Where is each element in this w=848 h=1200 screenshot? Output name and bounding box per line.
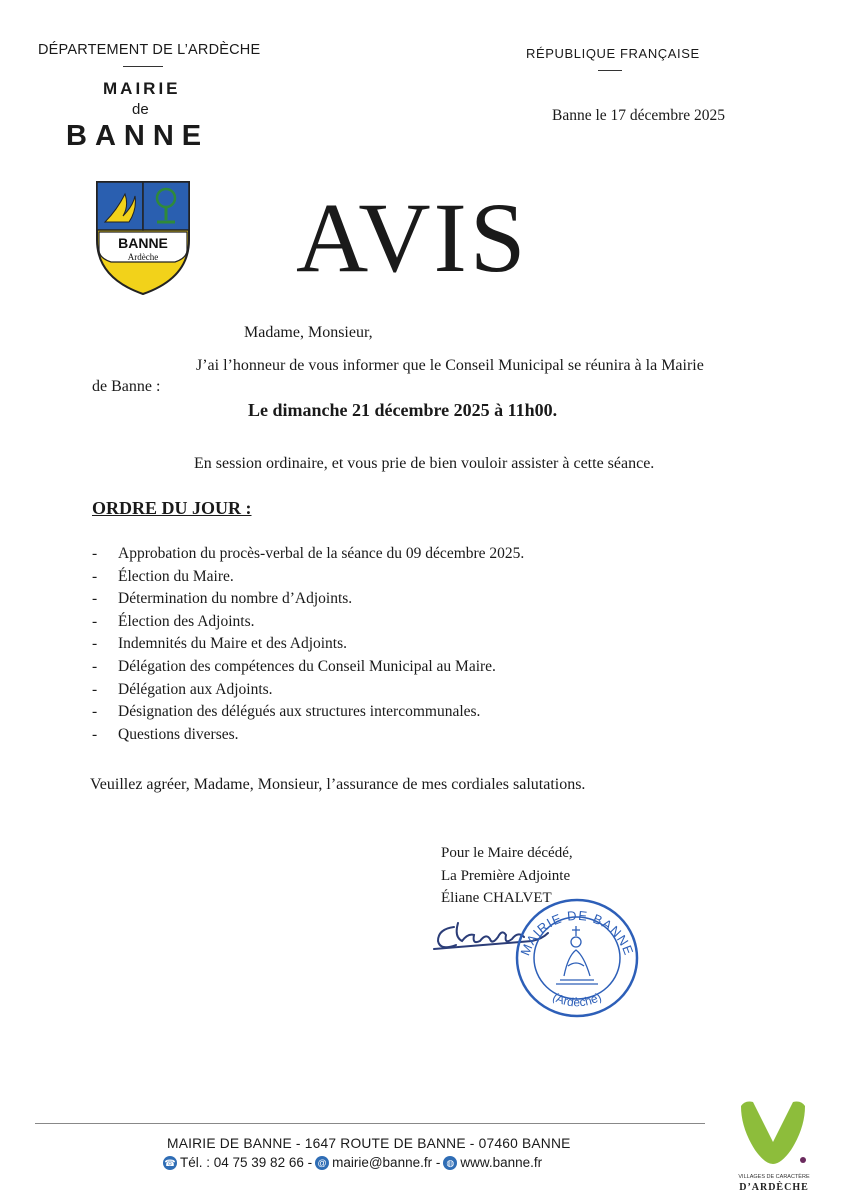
footer-address: MAIRIE DE BANNE - 1647 ROUTE DE BANNE - 07460 BANNE xyxy=(167,1136,571,1151)
logo-line-1: VILLAGES DE CARACTÈRE xyxy=(738,1174,810,1180)
logo-line-2: D’ARDÈCHE xyxy=(739,1182,809,1193)
meeting-datetime: Le dimanche 21 décembre 2025 à 11h00. xyxy=(248,400,558,420)
stamp-bottom-text: (Ardèche) xyxy=(550,989,604,1010)
villages-de-caractere-logo xyxy=(735,1098,813,1193)
bullet: - xyxy=(92,703,98,721)
footer-web[interactable]: www.banne.fr xyxy=(460,1155,543,1170)
divider xyxy=(123,66,163,67)
footer-contact xyxy=(163,1155,542,1170)
agenda-item: Approbation du procès-verbal de la séance du 09 décembre 2025. xyxy=(118,545,525,562)
agenda-item: Indemnités du Maire et des Adjoints. xyxy=(118,635,348,653)
bullet: - xyxy=(92,612,98,630)
agenda-item: Élection du Maire. xyxy=(118,567,234,585)
de-label: de xyxy=(132,101,149,118)
agenda-item: Questions diverses. xyxy=(118,725,239,743)
session-text: En session ordinaire, et vous prie de bien vouloir assister à cette séance. xyxy=(194,455,655,472)
globe-icon: ◍ xyxy=(443,1156,457,1170)
intro-text: J’ai l’honneur de vous informer que le Conseil Municipal se réunira à la Mairie xyxy=(196,357,704,374)
department-label: DÉPARTEMENT DE L’ARDÈCHE xyxy=(38,42,261,58)
closing-text: Veuillez agréer, Madame, Monsieur, l’assurance de mes cordiales salutations. xyxy=(90,776,586,793)
bullet: - xyxy=(92,657,98,675)
mairie-label: MAIRIE xyxy=(103,79,181,98)
agenda-item: Détermination du nombre d’Adjoints. xyxy=(118,590,353,608)
marianne-icon xyxy=(556,926,598,984)
bullet: - xyxy=(92,567,98,585)
crest-sub: Ardèche xyxy=(127,252,159,262)
signature-line-1: Pour le Maire décédé, xyxy=(441,845,573,861)
signature-line-2: La Première Adjointe xyxy=(441,868,571,884)
bullet: - xyxy=(92,680,98,698)
official-stamp xyxy=(512,896,642,1021)
crest-name: BANNE xyxy=(118,235,168,251)
footer-divider xyxy=(35,1123,705,1124)
signature-name: Éliane CHALVET xyxy=(441,890,552,906)
stamp-top-text: MAIRIE DE BANNE xyxy=(517,907,637,958)
town-name: BANNE xyxy=(66,120,210,152)
bullet: - xyxy=(92,545,98,562)
svg-text:(Ardèche) xyxy=(550,990,603,1010)
bullet: - xyxy=(92,635,98,653)
banne-crest-logo xyxy=(95,180,191,296)
divider xyxy=(598,70,622,71)
agenda-item: Délégation des compétences du Conseil Municipal au Maire. xyxy=(118,657,496,675)
bullet: - xyxy=(92,590,98,608)
intro-continuation: de Banne : xyxy=(92,378,161,395)
agenda-heading: ORDRE DU JOUR : xyxy=(92,498,252,518)
notice-title: AVIS xyxy=(296,182,529,293)
agenda-item: Délégation aux Adjoints. xyxy=(118,680,273,698)
phone-icon: ☎ xyxy=(164,1157,176,1168)
footer-email[interactable]: mairie@banne.fr - xyxy=(332,1155,441,1170)
bullet: - xyxy=(92,725,98,743)
salutation: Madame, Monsieur, xyxy=(244,324,373,341)
agenda-item: Élection des Adjoints. xyxy=(118,612,255,630)
agenda-item: Désignation des délégués aux structures intercommunales. xyxy=(118,703,481,721)
republic-label: RÉPUBLIQUE FRANÇAISE xyxy=(526,46,700,61)
footer-phone: Tél. : 04 75 39 82 66 - xyxy=(180,1155,313,1170)
date-line: Banne le 17 décembre 2025 xyxy=(552,107,726,124)
at-icon: @ xyxy=(315,1156,329,1170)
